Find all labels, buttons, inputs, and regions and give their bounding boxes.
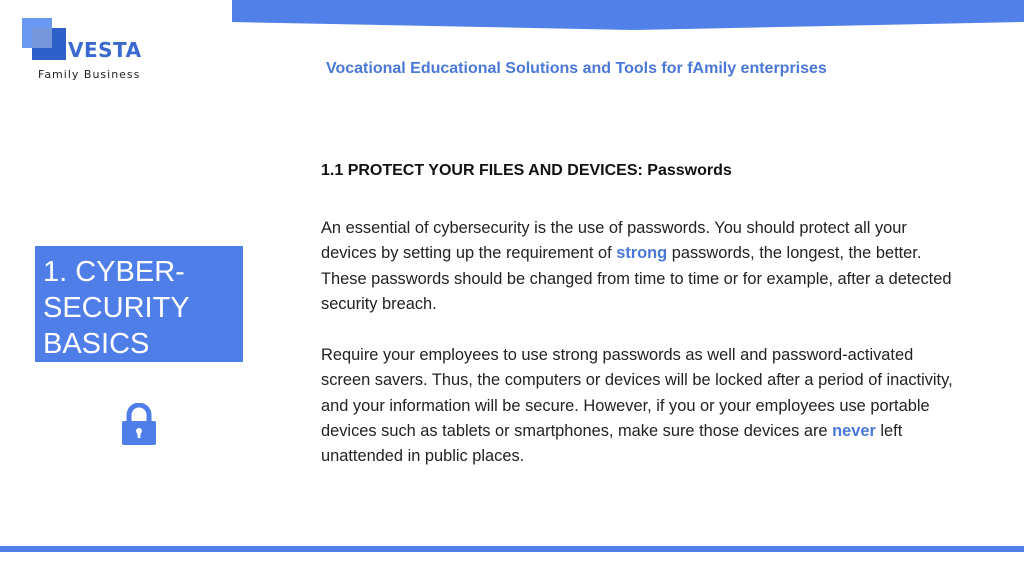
paragraph-text: An essential of cybersecurity is the use of passwords. You should protect all your devices by setting up the requirement of xyxy=(321,219,907,263)
logo-mark-icon xyxy=(20,16,70,62)
highlight-never: never xyxy=(832,421,876,440)
section-title-line: 1. CYBER- xyxy=(43,256,185,288)
paragraph-passwords xyxy=(321,216,961,317)
header-tagline: Vocational Educational Solutions and Tools for fAmily enterprises xyxy=(326,60,827,77)
paragraph-text: left unattended in public places. xyxy=(321,421,903,466)
highlight-strong: strong xyxy=(616,244,668,263)
paragraph-text: Require your employees to use strong passwords as well and password-activated screen savers. Thus, the computers or devices will be locked after a period of inactivity, and your information will be secure. However, if you or your employees use portable devices such as tablets or smartphones, make sure those devices are xyxy=(321,346,953,440)
logo-name: VESTA xyxy=(68,38,142,62)
section-title-line: BASICS xyxy=(43,328,150,360)
top-accent-bar xyxy=(232,0,1024,30)
section-title-box xyxy=(35,246,243,362)
content-heading: 1.1 PROTECT YOUR FILES AND DEVICES: Passwords xyxy=(321,162,732,179)
logo-subtitle: Family Business xyxy=(38,68,141,81)
paragraph-employees xyxy=(321,343,961,469)
vesta-logo xyxy=(20,16,150,86)
bottom-accent-bar xyxy=(0,546,1024,552)
lock-icon xyxy=(120,403,158,445)
section-title-line: SECURITY xyxy=(43,292,190,324)
paragraph-text: passwords, the longest, the better. These passwords should be changed from time to time or for example, after a detected security breach. xyxy=(321,244,952,313)
